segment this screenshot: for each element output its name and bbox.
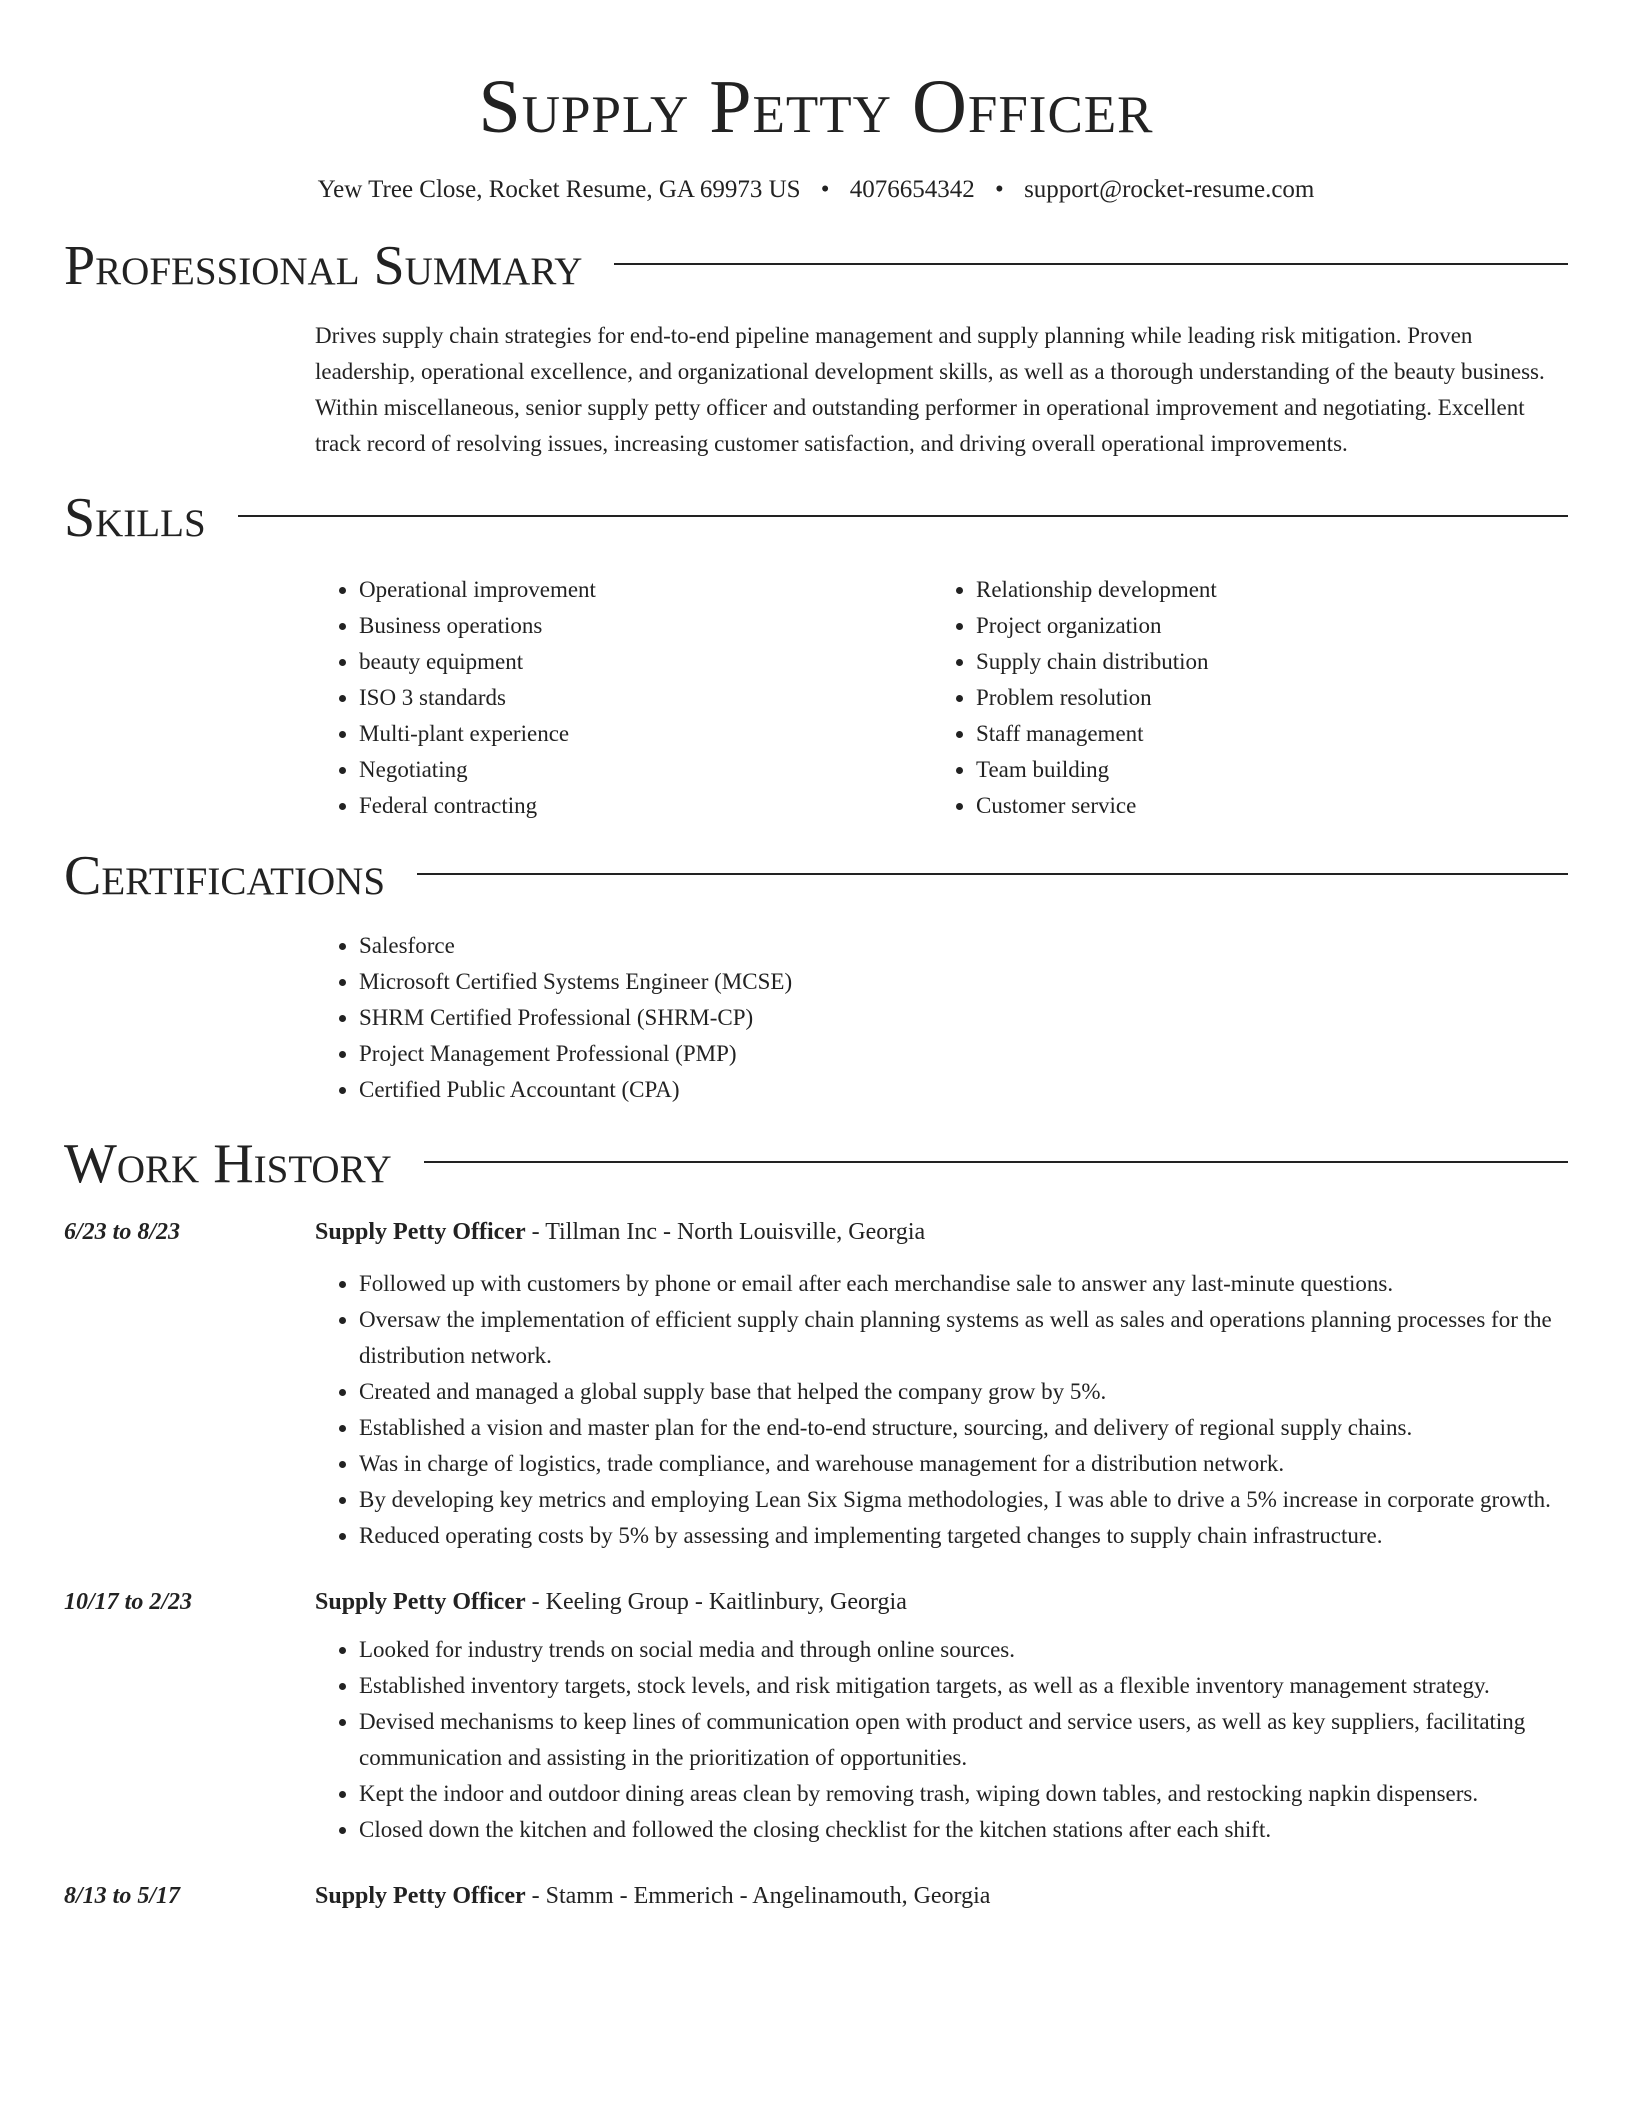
certification-item: • Salesforce — [359, 928, 1568, 964]
job-bullet: • Kept the indoor and outdoor dining areas clean by removing trash, wiping down tables, and restocking napkin dispensers. — [359, 1776, 1568, 1812]
job-header — [64, 1586, 1568, 1618]
job-bullet: • Created and managed a global supply base that helped the company grow by 5%. — [359, 1374, 1568, 1410]
skill-item: • Problem resolution — [976, 680, 1549, 716]
job-bullet: • Devised mechanisms to keep lines of communication open with product and service users, as well as key suppliers, facilitating communication and assisting in the prioritization of opportunities. — [359, 1704, 1568, 1776]
job-bullet: • By developing key metrics and employing Lean Six Sigma methodologies, I was able to drive a 5% increase in corporate growth. — [359, 1482, 1568, 1518]
resume-name: Supply Petty Officer — [478, 65, 1154, 149]
skill-item: • Multi-plant experience — [359, 716, 932, 752]
skill-item: • Negotiating — [359, 752, 932, 788]
section-rule — [417, 873, 1568, 875]
job-bullets — [315, 1632, 1568, 1848]
section-rule — [238, 515, 1568, 517]
skills-column-left — [315, 572, 932, 824]
job-bullet-list — [315, 1266, 1568, 1554]
job-title: Supply Petty Officer — [315, 1219, 526, 1245]
job-dates: 10/17 to 2/23 — [64, 1589, 193, 1615]
job-title: Supply Petty Officer — [315, 1589, 526, 1615]
job-entry — [64, 1880, 1568, 1912]
section-heading-work-history — [64, 1134, 1568, 1194]
job-details: - Stamm - Emmerich - Angelinamouth, Georgia — [525, 1883, 991, 1909]
job-bullet-list — [315, 1632, 1568, 1848]
section-rule — [424, 1161, 1568, 1163]
job-details: - Keeling Group - Kaitlinbury, Georgia — [525, 1589, 907, 1615]
skill-item: • Federal contracting — [359, 788, 932, 824]
skill-item: • Relationship development — [976, 572, 1549, 608]
section-heading-certifications — [64, 846, 1568, 906]
section-heading-summary — [64, 236, 1568, 296]
job-title-line — [315, 1586, 907, 1618]
summary-section — [64, 236, 1568, 462]
job-dates: 6/23 to 8/23 — [64, 1219, 181, 1245]
contact-line — [64, 174, 1568, 206]
job-entry — [64, 1586, 1568, 1848]
skills-list-left — [315, 572, 932, 824]
job-bullet: • Closed down the kitchen and followed the closing checklist for the kitchen stations after each shift. — [359, 1812, 1568, 1848]
skill-item: • Business operations — [359, 608, 932, 644]
skill-item: • ISO 3 standards — [359, 680, 932, 716]
skill-item: • Team building — [976, 752, 1549, 788]
skills-columns — [315, 572, 1568, 824]
job-bullet: • Looked for industry trends on social media and through online sources. — [359, 1632, 1568, 1668]
job-details: - Tillman Inc - North Louisville, Georgia — [525, 1219, 926, 1245]
skill-item: • Customer service — [976, 788, 1549, 824]
skill-item: • Project organization — [976, 608, 1549, 644]
job-title-line — [315, 1216, 925, 1248]
contact-phone: 4076654342 — [849, 176, 975, 203]
section-title: Work History — [64, 1133, 392, 1195]
contact-email: support@rocket-resume.com — [1024, 176, 1315, 203]
skills-column-right — [932, 572, 1549, 824]
skills-section — [64, 488, 1568, 824]
job-bullets — [315, 1266, 1568, 1554]
skill-item: • Operational improvement — [359, 572, 932, 608]
job-bullet: • Followed up with customers by phone or email after each merchandise sale to answer any last-minute questions. — [359, 1266, 1568, 1302]
certification-item: • Certified Public Accountant (CPA) — [359, 1072, 1568, 1108]
certification-item: • Microsoft Certified Systems Engineer (MCSE) — [359, 964, 1568, 1000]
job-bullet: • Reduced operating costs by 5% by assessing and implementing targeted changes to supply chain infrastructure. — [359, 1518, 1568, 1554]
section-title: Skills — [64, 487, 206, 549]
job-entry — [64, 1216, 1568, 1554]
contact-address: Yew Tree Close, Rocket Resume, GA 69973 US — [317, 176, 801, 203]
certification-item: • SHRM Certified Professional (SHRM-CP) — [359, 1000, 1568, 1036]
job-dates: 8/13 to 5/17 — [64, 1883, 181, 1909]
job-bullet: • Was in charge of logistics, trade compliance, and warehouse management for a distribution network. — [359, 1446, 1568, 1482]
certifications-body — [315, 928, 1568, 1108]
summary-text: Drives supply chain strategies for end-to-end pipeline management and supply planning while leading risk mitigation. Proven leadership, operational excellence, and organizational development skills, as well as a thorough understanding of the beauty business. Within miscellaneous, senior supply petty officer and outstanding performer in operational improvement and negotiating. Excellent track record of resolving issues, increasing customer satisfaction, and driving overall operational improvements. — [315, 323, 1545, 456]
summary-body — [315, 318, 1568, 462]
contact-separator: • — [820, 176, 830, 203]
contact-separator: • — [995, 176, 1004, 203]
section-title: Certifications — [64, 845, 386, 907]
job-bullet: • Established a vision and master plan for the end-to-end structure, sourcing, and delivery of regional supply chains. — [359, 1410, 1568, 1446]
work-history-section — [64, 1134, 1568, 1912]
resume-page — [64, 0, 1568, 1912]
job-title-line — [315, 1880, 990, 1912]
skill-item: • Staff management — [976, 716, 1549, 752]
job-title: Supply Petty Officer — [315, 1883, 526, 1909]
skill-item: • beauty equipment — [359, 644, 932, 680]
skills-list-right — [932, 572, 1549, 824]
section-heading-skills — [64, 488, 1568, 548]
certifications-section — [64, 846, 1568, 1108]
section-rule — [614, 263, 1568, 265]
job-bullet: • Established inventory targets, stock levels, and risk mitigation targets, as well as a flexible inventory management strategy. — [359, 1668, 1568, 1704]
section-title: Professional Summary — [64, 235, 583, 297]
certifications-list — [315, 928, 1568, 1108]
certification-item: • Project Management Professional (PMP) — [359, 1036, 1568, 1072]
job-header — [64, 1880, 1568, 1912]
job-bullet: • Oversaw the implementation of efficient supply chain planning systems as well as sales and operations planning processes for the distribution network. — [359, 1302, 1568, 1374]
job-header — [64, 1216, 1568, 1248]
skill-item: • Supply chain distribution — [976, 644, 1549, 680]
